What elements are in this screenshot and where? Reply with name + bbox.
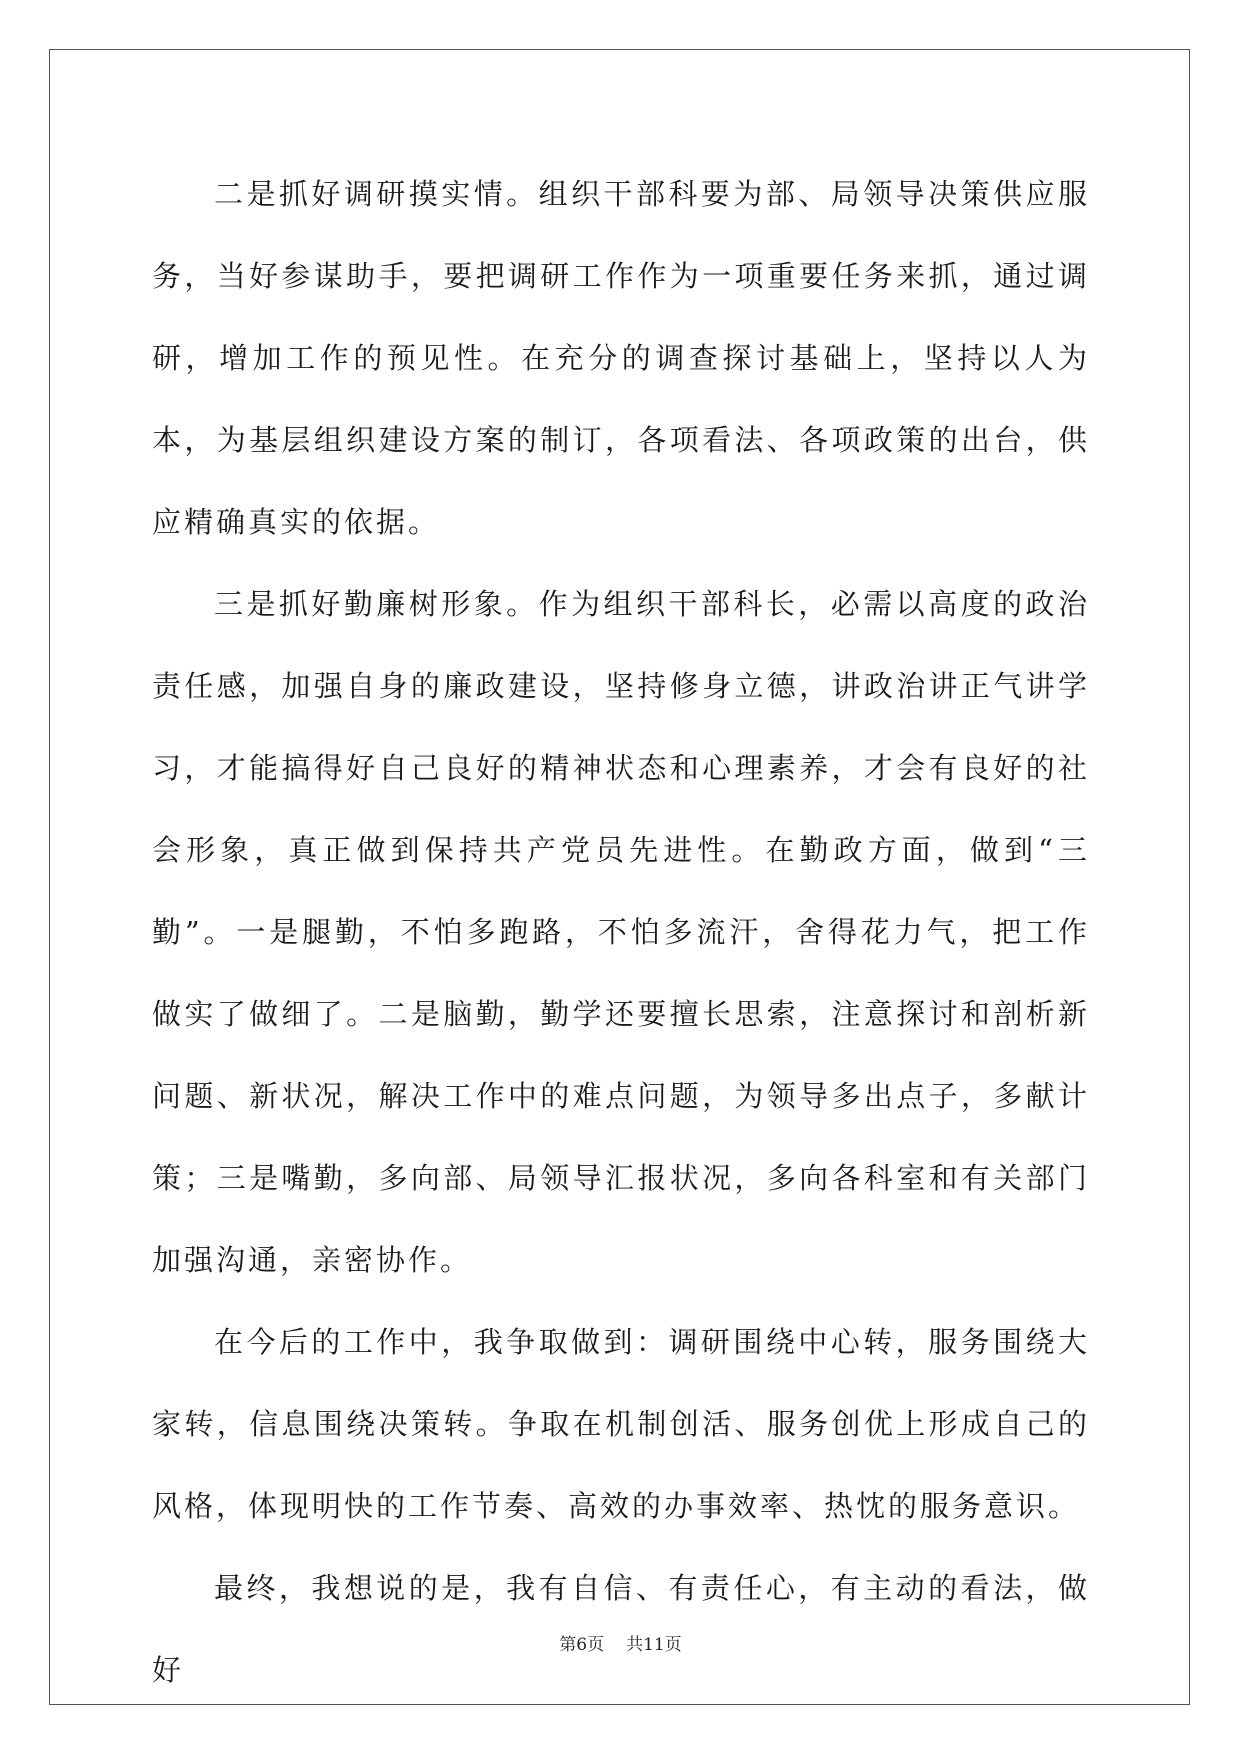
- paragraph-integrity: 三是抓好勤廉树形象。作为组织干部科长，必需以高度的政治责任感，加强自身的廉政建设，坚持修身立德，讲政治讲正气讲学习，才能搞得好自己良好的精神状态和心理素养，才会有良好的社会形象，真正做到保持共产党员先进性。在勤政方面，做到“三勤”。一是腿勤，不怕多跑路，不怕多流汗，舍得花力气，把工作做实了做细了。二是脑勤，勤学还要擅长思索，注意探讨和剖析新问题、新状况，解决工作中的难点问题，为领导多出点子，多献计策；三是嘴勤，多向部、局领导汇报状况，多向各科室和有关部门加强沟通，亲密协作。: [152, 587, 1090, 1277]
- paragraph-closing: 最终，我想说的是，我有自信、有责任心，有主动的看法，做好: [152, 1571, 1090, 1687]
- paragraph-survey: 二是抓好调研摸实情。组织干部科要为部、局领导决策供应服务，当好参谋助手，要把调研工作作为一项重要任务来抓，通过调研，增加工作的预见性。在充分的调查探讨基础上，坚持以人为本，为基层组织建设方案的制订，各项看法、各项政策的出台，供应精确真实的依据。: [152, 177, 1090, 539]
- page-footer: [0, 1634, 1241, 1656]
- document-body: [152, 153, 1090, 1711]
- page-number-total: 共11页: [626, 1635, 682, 1655]
- page-number-current: 第6页: [559, 1635, 605, 1655]
- paragraph-future-work: 在今后的工作中，我争取做到：调研围绕中心转，服务围绕大家转，信息围绕决策转。争取在机制创活、服务创优上形成自己的风格，体现明快的工作节奏、高效的办事效率、热忱的服务意识。: [152, 1325, 1090, 1523]
